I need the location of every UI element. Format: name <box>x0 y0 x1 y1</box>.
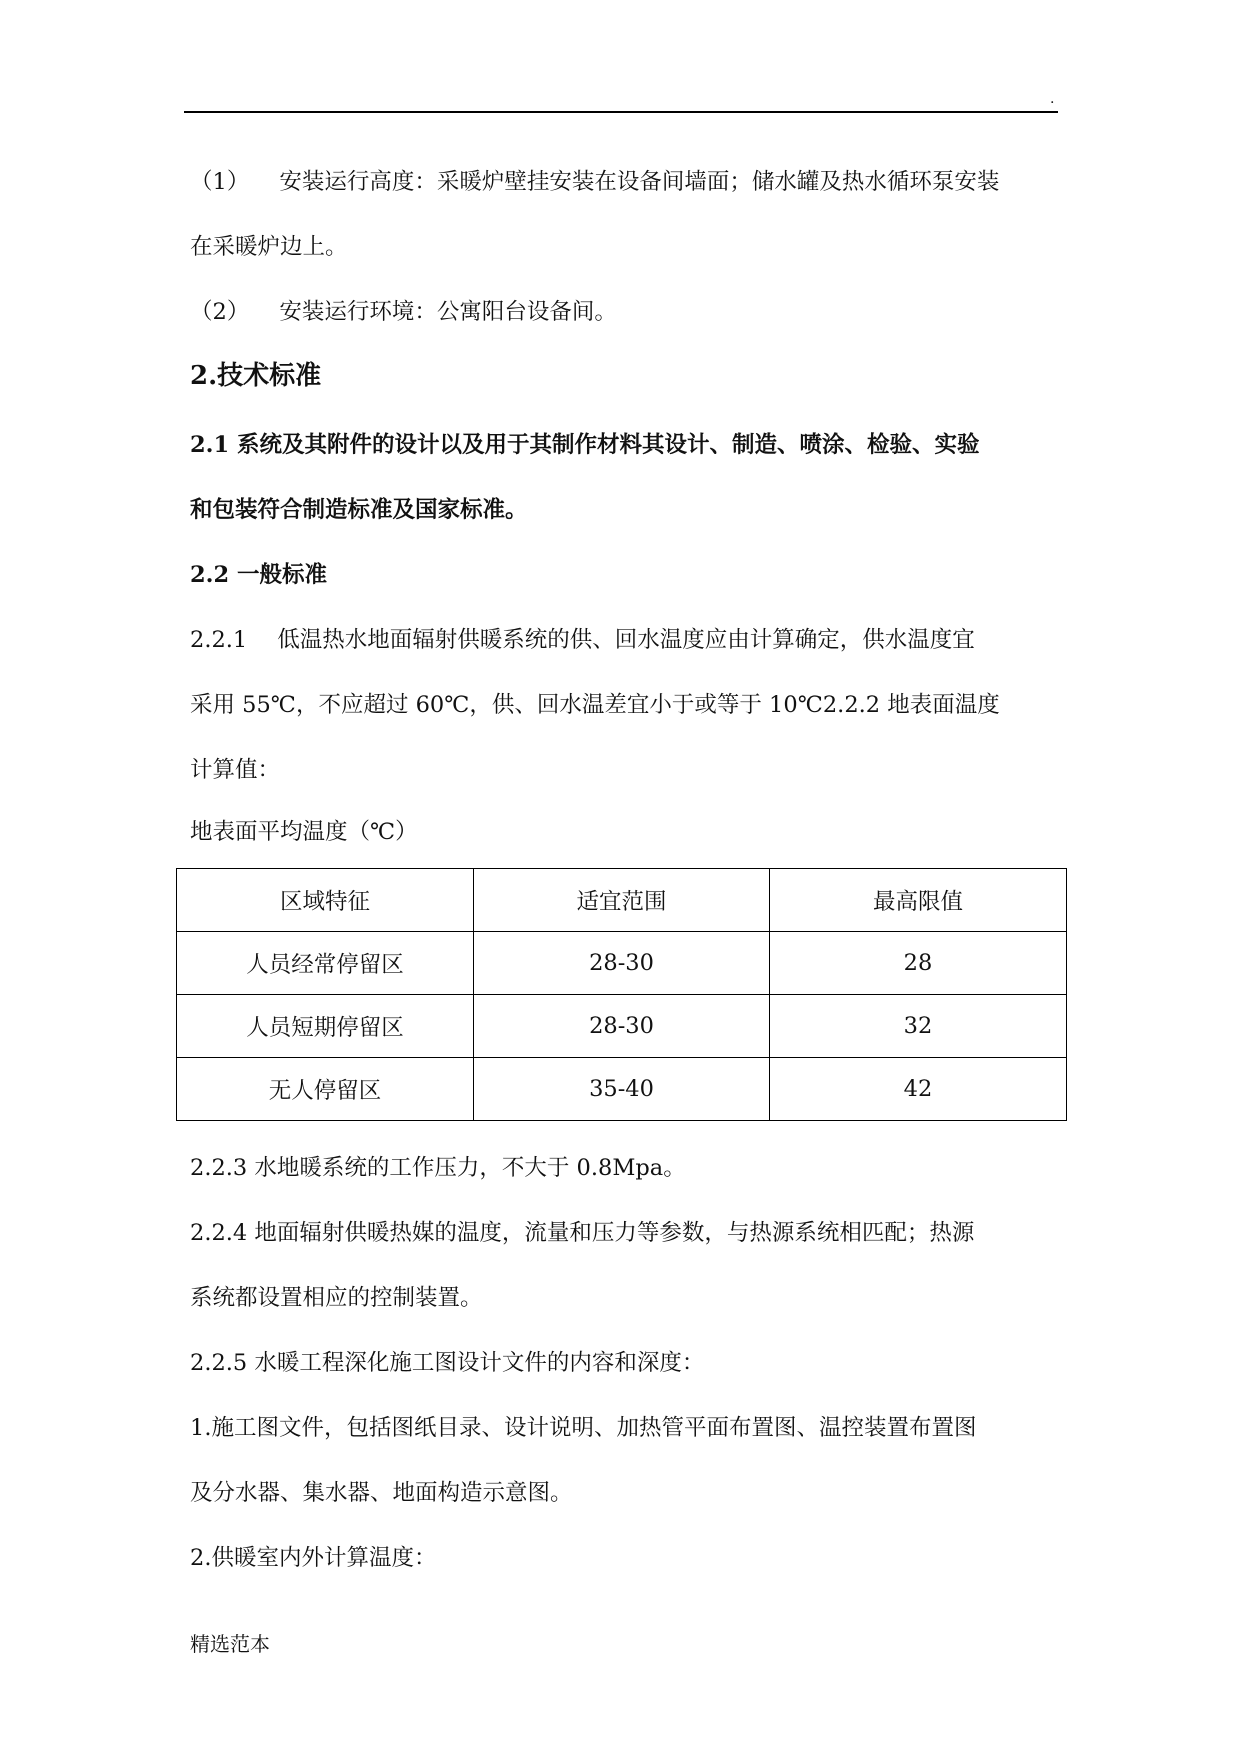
section-2-2-1-text: 低温热水地面辐射供暖系统的供、回水温度应由计算确定，供水温度宜 <box>277 627 975 653</box>
install-item-1-text: 安装运行高度：采暖炉壁挂安装在设备间墙面；储水罐及热水循环泵安装 <box>279 169 1000 195</box>
section-2-2-5: 2.2.5 水暖工程深化施工图设计文件的内容和深度： <box>190 1350 705 1376</box>
install-item-1-cont: 在采暖炉边上。 <box>190 234 348 260</box>
surface-temperature-table <box>176 868 1067 1121</box>
section-2-2-1-line2: 采用 55℃，不应超过 60℃，供、回水温差宜小于或等于 10℃2.2.2 地表面温度 <box>190 692 1000 718</box>
table-cell: 32 <box>770 995 1067 1058</box>
table-cell: 28 <box>770 932 1067 995</box>
install-item-1-label: （1） <box>190 169 250 195</box>
table-header-cell: 适宜范围 <box>474 869 770 932</box>
table-header-cell: 区域特征 <box>177 869 474 932</box>
install-item-1 <box>190 167 999 197</box>
section-2-2-1-line1 <box>190 625 975 655</box>
header-dot: . <box>1050 91 1055 107</box>
table-cell: 人员短期停留区 <box>177 995 474 1058</box>
table-row <box>177 932 1067 995</box>
install-item-2-text: 安装运行环境：公寓阳台设备间。 <box>279 299 617 325</box>
table-row <box>177 995 1067 1058</box>
install-item-2-label: （2） <box>190 299 250 325</box>
item-1-line2: 及分水器、集水器、地面构造示意图。 <box>190 1480 573 1506</box>
table-cell: 28-30 <box>474 932 770 995</box>
table-cell: 42 <box>770 1058 1067 1121</box>
section-2-1-line2: 和包装符合制造标准及国家标准。 <box>190 497 528 523</box>
table-cell: 无人停留区 <box>177 1058 474 1121</box>
section-2-2-4-line1: 2.2.4 地面辐射供暖热媒的温度，流量和压力等参数，与热源系统相匹配；热源 <box>190 1220 975 1246</box>
table-caption: 地表面平均温度（℃） <box>190 819 418 845</box>
footer-text: 精选范本 <box>190 1632 270 1656</box>
table-row <box>177 1058 1067 1121</box>
section-2-2-1-line3: 计算值： <box>190 757 281 783</box>
header-rule <box>184 111 1058 113</box>
item-1-line1: 1.施工图文件，包括图纸目录、设计说明、加热管平面布置图、温控装置布置图 <box>190 1415 977 1441</box>
table-header-cell: 最高限值 <box>770 869 1067 932</box>
item-2: 2.供暖室内外计算温度： <box>190 1545 437 1571</box>
section-2-2-1-label: 2.2.1 <box>190 627 248 653</box>
section-2-2-title: 2.2 一般标准 <box>190 562 327 588</box>
table-cell: 35-40 <box>474 1058 770 1121</box>
install-item-2 <box>190 297 617 327</box>
table-cell: 人员经常停留区 <box>177 932 474 995</box>
section-2-1-line1: 2.1 系统及其附件的设计以及用于其制作材料其设计、制造、喷涂、检验、实验 <box>190 432 980 458</box>
table-cell: 28-30 <box>474 995 770 1058</box>
section-2-title: 2.技术标准 <box>190 361 322 391</box>
section-2-2-3: 2.2.3 水地暖系统的工作压力，不大于 0.8Mpa。 <box>190 1155 686 1181</box>
section-2-2-4-line2: 系统都设置相应的控制装置。 <box>190 1285 483 1311</box>
table-header-row <box>177 869 1067 932</box>
